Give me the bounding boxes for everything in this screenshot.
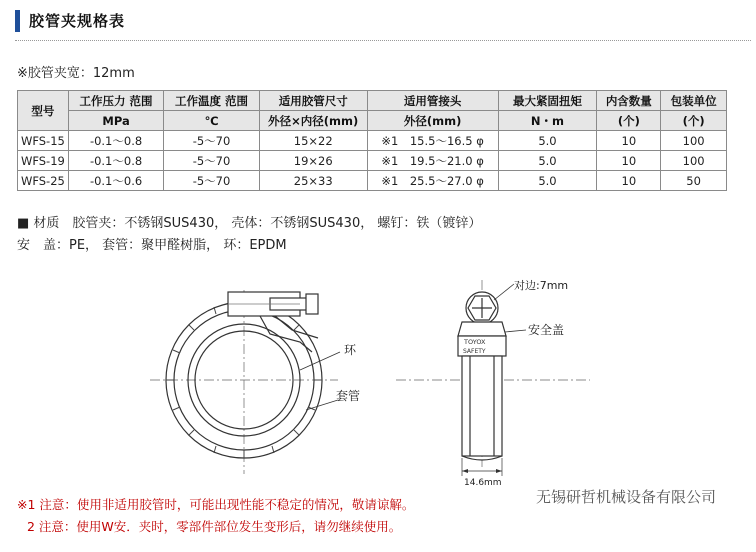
col-header-hose-size: 适用胶管尺寸: [259, 91, 367, 111]
cell-package: 100: [661, 131, 727, 151]
cell-hose-size: 19×26: [259, 151, 367, 171]
cell-torque: 5.0: [498, 171, 597, 191]
spec-table: [17, 90, 727, 191]
col-header-quantity: 内含数量: [597, 91, 661, 111]
clamp-front-view: [150, 290, 338, 474]
cell-hose-size: 25×33: [259, 171, 367, 191]
page-title: 胶管夹规格表: [29, 12, 126, 30]
leader-across-flats: [494, 284, 514, 300]
technical-drawing: [0, 262, 756, 492]
cell-hose-size: 15×22: [259, 131, 367, 151]
unit-package: (个): [661, 111, 727, 131]
col-header-torque: 最大紧固扭矩: [498, 91, 597, 111]
col-header-package: 包装单位: [661, 91, 727, 111]
label-safety-cap: 安全盖: [528, 323, 565, 337]
materials-section: [17, 213, 481, 257]
unit-pressure: MPa: [68, 111, 163, 131]
cell-pressure: -0.1～0.8: [68, 151, 163, 171]
cell-torque: 5.0: [498, 151, 597, 171]
cell-package: 100: [661, 151, 727, 171]
clamp-side-view: [396, 280, 590, 476]
notes-section: [17, 494, 414, 538]
company-watermark: 无锡研哲机械设备有限公司: [536, 488, 717, 506]
table-row: [18, 151, 727, 171]
col-header-fitting: 适用管接头: [367, 91, 498, 111]
cell-pressure: -0.1～0.8: [68, 131, 163, 151]
table-row: [18, 171, 727, 191]
cell-quantity: 10: [597, 151, 661, 171]
cell-pressure: -0.1～0.6: [68, 171, 163, 191]
cell-fitting: ※1 15.5～16.5 φ: [367, 131, 498, 151]
header-accent-bar: [15, 10, 20, 32]
cap-text-safety: SAFETY: [463, 348, 486, 355]
cell-package: 50: [661, 171, 727, 191]
header-divider: [15, 40, 751, 41]
cell-temperature: -5～70: [164, 131, 259, 151]
cell-temperature: -5～70: [164, 171, 259, 191]
label-sleeve: 套管: [336, 389, 361, 403]
note-1: ※1 注意：使用非适用胶管时，可能出现性能不稳定的情况，敬请谅解。: [17, 497, 415, 512]
materials-line-1: ■ 材质 胶管夹：不锈钢SUS430， 壳体：不锈钢SUS430， 螺钉：铁（镀锌）: [17, 216, 482, 231]
cell-model: WFS-25: [18, 171, 69, 191]
clamp-width-note: ※胶管夹宽：12mm: [17, 66, 135, 81]
cell-fitting: ※1 25.5～27.0 φ: [367, 171, 498, 191]
unit-fitting: 外径(mm): [367, 111, 498, 131]
cell-model: WFS-15: [18, 131, 69, 151]
section-header: [15, 8, 751, 34]
materials-line-2: 安 盖：PE， 套管：聚甲醛树脂， 环：EPDM: [17, 238, 287, 253]
cap-text-toyox: TOYOX: [464, 338, 486, 346]
table-row: [18, 131, 727, 151]
note-2: 2 注意：使用W安．夹时，零部件部位发生变形后，请勿继续使用。: [27, 519, 402, 534]
col-header-pressure: 工作压力 范围: [68, 91, 163, 111]
cell-temperature: -5～70: [164, 151, 259, 171]
unit-hose-size: 外径×内径(mm): [259, 111, 367, 131]
cell-quantity: 10: [597, 131, 661, 151]
table-unit-row: [18, 111, 727, 131]
unit-quantity: (个): [597, 111, 661, 131]
cell-torque: 5.0: [498, 131, 597, 151]
col-header-model: 型号: [18, 91, 69, 131]
label-ring: 环: [344, 343, 357, 357]
label-across-flats: 对边:7mm: [514, 279, 569, 292]
col-header-temperature: 工作温度 范围: [164, 91, 259, 111]
cell-model: WFS-19: [18, 151, 69, 171]
cell-fitting: ※1 19.5～21.0 φ: [367, 151, 498, 171]
leader-ring: [300, 352, 340, 370]
table-header-row: [18, 91, 727, 111]
cell-quantity: 10: [597, 171, 661, 191]
unit-temperature: ℃: [164, 111, 259, 131]
leader-safety-cap: [505, 330, 526, 332]
dimension-width: 14.6mm: [464, 478, 502, 488]
unit-torque: N・m: [498, 111, 597, 131]
